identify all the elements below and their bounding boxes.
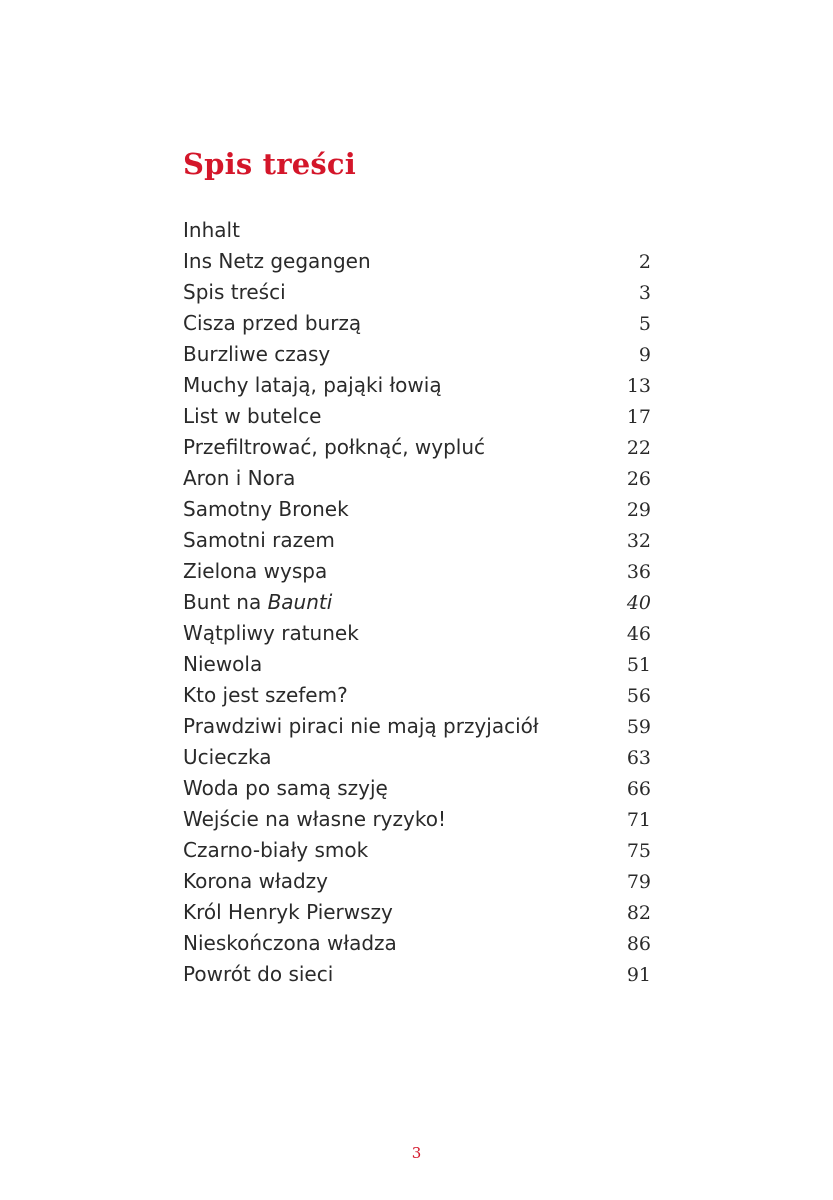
toc-entry-title: Nieskończona władza <box>183 931 397 955</box>
toc-entry-title: Czarno-biały smok <box>183 838 369 862</box>
toc-entry <box>183 897 651 928</box>
toc-entry-page: 86 <box>626 933 651 955</box>
page-title: Spis treści <box>183 147 356 181</box>
toc-entry-page: 63 <box>626 747 651 769</box>
toc-entry-page: 91 <box>626 964 651 986</box>
toc-entry <box>183 525 651 556</box>
toc-entry-title: Zielona wyspa <box>183 559 328 583</box>
toc-entry-page: 59 <box>626 716 651 738</box>
toc-entry-title: Niewola <box>183 652 263 676</box>
toc-entry-title-italic: Baunti <box>267 590 333 614</box>
toc-entry-page: 22 <box>626 437 651 459</box>
toc-entry-page: 71 <box>626 809 651 831</box>
toc-entry <box>183 742 651 773</box>
toc-entry <box>183 401 651 432</box>
toc-entry-page: 5 <box>638 313 651 335</box>
toc-entry-title-prefix: Bunt na <box>183 590 268 614</box>
toc-entry-page: 46 <box>626 623 651 645</box>
toc-entry <box>183 649 651 680</box>
toc-entry-page: 79 <box>626 871 651 893</box>
toc-entry-page: 51 <box>626 654 651 676</box>
toc-entry <box>183 246 651 277</box>
toc-entry-title: Powrót do sieci <box>183 962 334 986</box>
toc-entry-page: 26 <box>626 468 651 490</box>
toc-entry-page: 13 <box>626 375 651 397</box>
toc-entry-page: 29 <box>626 499 651 521</box>
toc-entry-title: Cisza przed burzą <box>183 311 362 335</box>
toc-entry-page: 9 <box>638 344 651 366</box>
toc-entry-page: 17 <box>626 406 651 428</box>
toc-entry-title: Kto jest szefem? <box>183 683 348 707</box>
toc-entry <box>183 711 651 742</box>
toc-entry-title: Aron i Nora <box>183 466 296 490</box>
toc-entry-title: Spis treści <box>183 280 286 304</box>
toc-entry-title: Wątpliwy ratunek <box>183 621 359 645</box>
toc-entry-title: Ucieczka <box>183 745 272 769</box>
toc-entry <box>183 370 651 401</box>
toc-entry-page: 56 <box>626 685 651 707</box>
toc-entry-title: Burzliwe czasy <box>183 342 331 366</box>
toc-entry <box>183 339 651 370</box>
toc-entry <box>183 308 651 339</box>
toc-entry <box>183 773 651 804</box>
toc-entry-page: 32 <box>626 530 651 552</box>
toc-entry-title: Król Henryk Pierwszy <box>183 900 393 924</box>
toc-entry <box>183 556 651 587</box>
toc-entry <box>183 866 651 897</box>
toc-entry <box>183 835 651 866</box>
toc-entry <box>183 587 651 618</box>
toc-entry <box>183 432 651 463</box>
toc-entry-title: Samotny Bronek <box>183 497 349 521</box>
toc-entry <box>183 680 651 711</box>
toc-entry-page: 82 <box>626 902 651 924</box>
toc-entry-page: 66 <box>626 778 651 800</box>
toc-entry-title: Inhalt <box>183 218 240 242</box>
page-number: 3 <box>411 1144 422 1162</box>
toc-entry-title: Muchy latają, pająki łowią <box>183 373 442 397</box>
toc-entry-title <box>183 587 332 618</box>
toc-entry-page: 3 <box>638 282 651 304</box>
toc-entry-title: Woda po samą szyję <box>183 776 388 800</box>
table-of-contents <box>183 215 651 990</box>
toc-entry <box>183 494 651 525</box>
toc-entry <box>183 463 651 494</box>
toc-entry <box>183 215 651 246</box>
toc-entry <box>183 959 651 990</box>
toc-entry <box>183 804 651 835</box>
toc-entry-page: 75 <box>626 840 651 862</box>
toc-entry-title: Korona władzy <box>183 869 328 893</box>
toc-entry-title: List w butelce <box>183 404 322 428</box>
toc-entry-title: Wejście na własne ryzyko! <box>183 807 446 831</box>
toc-entry-page: 36 <box>626 561 651 583</box>
toc-entry-title: Ins Netz gegangen <box>183 249 371 273</box>
toc-entry-page: 40 <box>626 592 651 614</box>
toc-entry-title: Prawdziwi piraci nie mają przyjaciół <box>183 714 539 738</box>
toc-entry <box>183 277 651 308</box>
toc-entry <box>183 928 651 959</box>
toc-entry <box>183 618 651 649</box>
toc-entry-title: Samotni razem <box>183 528 335 552</box>
toc-entry-page: 2 <box>638 251 651 273</box>
toc-entry-title: Przefiltrować, połknąć, wypluć <box>183 435 486 459</box>
